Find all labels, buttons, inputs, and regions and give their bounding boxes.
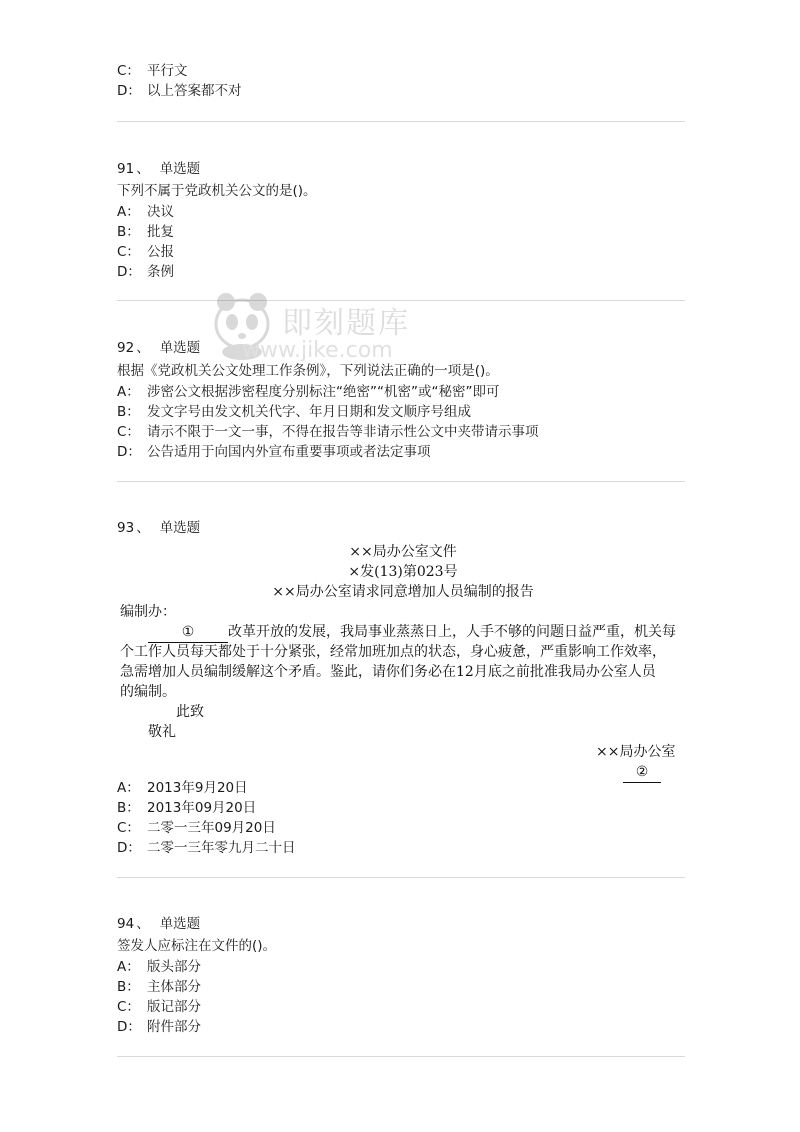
option-a[interactable]: A： 决议 (117, 204, 174, 220)
option-d[interactable]: D： 公告适用于向国内外宣布重要事项或者法定事项 (117, 444, 431, 460)
option-d[interactable]: D： 二零一三年零九月二十日 (117, 840, 296, 856)
doc-number: ×发(13)第023号 (348, 564, 458, 580)
doc-addressee: 编制办： (120, 604, 176, 620)
option-b[interactable]: B： 发文字号由发文机关代字、年月日期和发文顺序号组成 (117, 404, 471, 420)
option-d[interactable]: D： 条例 (117, 264, 174, 280)
doc-closing: 此致 (176, 704, 204, 720)
doc-closing: 敬礼 (148, 724, 176, 740)
divider (117, 121, 685, 122)
question-header: 94 、 单选题 (117, 916, 201, 932)
question-header: 92 、 单选题 (117, 340, 201, 356)
doc-body-line: ① 改革开放的发展，我局事业蒸蒸日上，人手不够的问题日益严重，机关每 (148, 622, 676, 643)
question-stem: 签发人应标注在文件的()。 (117, 938, 277, 954)
divider (117, 877, 685, 878)
doc-signature: ××局办公室 (596, 744, 676, 760)
question-stem: 根据《党政机关公文处理工作条例》，下列说法正确的一项是()。 (117, 363, 499, 379)
option-b[interactable]: B： 主体部分 (117, 979, 201, 995)
doc-title: ××局办公室请求同意增加人员编制的报告 (272, 584, 534, 600)
doc-body-line: 急需增加人员编制缓解这个矛盾。鉴此，请你们务必在12月底之前批准我局办公室人员 (120, 664, 656, 680)
watermark-url: www.jike.com (242, 338, 393, 363)
option-c[interactable]: C： 请示不限于一文一事，不得在报告等非请示性公文中夹带请示事项 (117, 424, 539, 440)
doc-blank-1: ① (148, 622, 228, 643)
option-a[interactable]: A： 涉密公文根据涉密程度分别标注“绝密”“机密”或“秘密”即可 (117, 384, 500, 400)
question-header: 93 、 单选题 (117, 520, 201, 536)
document-image (118, 540, 688, 780)
option-d[interactable]: D： 以上答案都不对 (117, 83, 242, 99)
question-header: 91 、 单选题 (117, 161, 201, 177)
doc-body-line: 个工作人员每天都处于十分紧张，经常加班加点的状态，身心疲惫，严重影响工作效率， (120, 644, 666, 660)
option-c[interactable]: C： 公报 (117, 244, 174, 260)
doc-header: ××局办公室文件 (349, 544, 457, 560)
option-c[interactable]: C： 平行文 (117, 63, 188, 79)
option-b[interactable]: B： 2013年09月20日 (117, 800, 257, 816)
divider (117, 481, 685, 482)
option-a[interactable]: A： 版头部分 (117, 959, 201, 975)
option-a[interactable]: A： 2013年9月20日 (117, 780, 248, 796)
doc-date-blank (623, 762, 661, 783)
option-c[interactable]: C： 二零一三年09月20日 (117, 820, 276, 836)
doc-blank-2: ② (623, 762, 661, 783)
doc-body-line: 的编制。 (120, 684, 176, 700)
question-stem: 下列不属于党政机关公文的是()。 (117, 183, 317, 199)
watermark-text: 即刻题库 (282, 306, 410, 341)
option-d[interactable]: D： 附件部分 (117, 1019, 201, 1035)
option-b[interactable]: B： 批复 (117, 224, 174, 240)
option-c[interactable]: C： 版记部分 (117, 999, 201, 1015)
divider (117, 1056, 685, 1057)
